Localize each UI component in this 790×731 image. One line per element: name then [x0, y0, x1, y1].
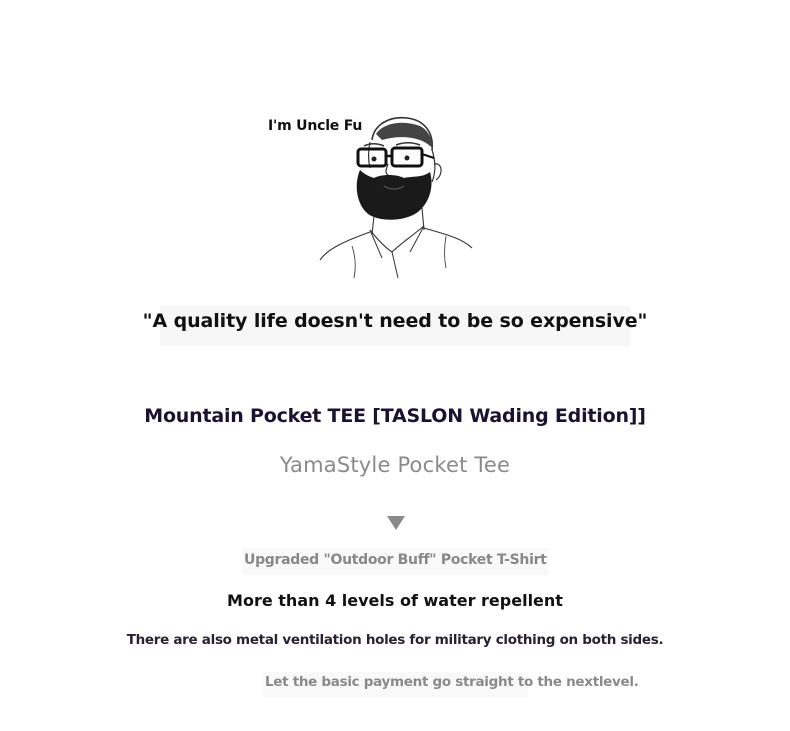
bearded-man-illustration — [312, 112, 477, 282]
hero-caption: I'm Uncle Fu — [268, 118, 363, 134]
feature-water-repellent: More than 4 levels of water repellent — [227, 591, 563, 610]
feature-upgrade: Upgraded "Outdoor Buff" Pocket T-Shirt — [244, 552, 547, 568]
product-title: Mountain Pocket TEE [TASLON Wading Edition]] — [144, 405, 646, 427]
product-subtitle: YamaStyle Pocket Tee — [279, 453, 511, 477]
feature-ventilation: There are also metal ventilation holes for military clothing on both sides. — [126, 632, 664, 648]
tagline-quote: "A quality life doesn't need to be so expensive" — [142, 310, 648, 332]
down-triangle-icon — [387, 516, 405, 530]
feature-payment: Let the basic payment go straight to the nextlevel. — [265, 674, 639, 690]
